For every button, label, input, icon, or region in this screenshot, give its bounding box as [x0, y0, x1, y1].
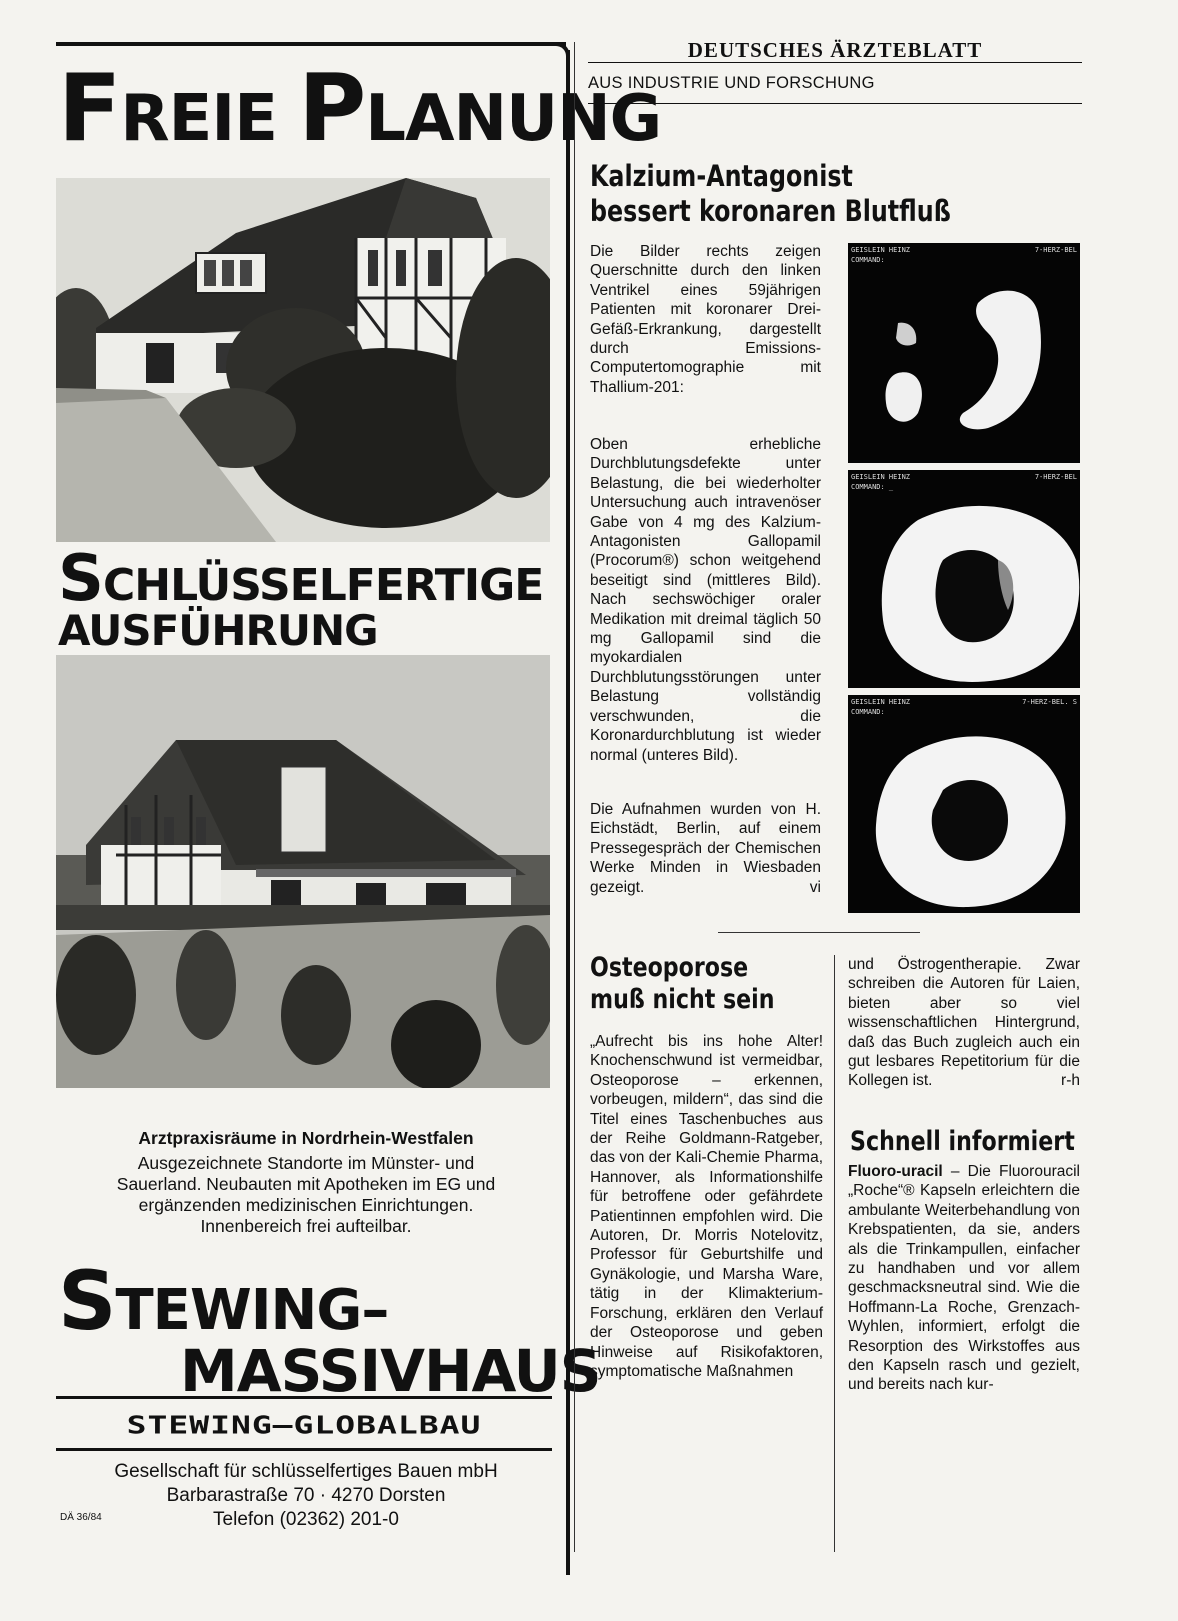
ad-divider-rule — [56, 1396, 552, 1399]
ad-caption-line: ergänzenden medizinischen Einrichtungen. — [138, 1195, 474, 1215]
article2-headline: Osteoporose — [590, 952, 749, 983]
ad-caption-line: Sauerland. Neubauten mit Apotheken im EG und — [116, 1174, 496, 1194]
ad-heading-text: LANUNG — [365, 82, 662, 156]
ect-scan-image-middle — [848, 470, 1080, 688]
ad-heading-initial: S — [58, 542, 103, 616]
masthead: DEUTSCHES ÄRZTEBLATT — [687, 38, 983, 62]
column-divider — [574, 42, 575, 1552]
ad-issue-code: DÄ 36/84 — [60, 1512, 102, 1523]
ad-caption-body — [56, 1153, 556, 1237]
ad-brand-massivhaus: MASSIVHAUS — [180, 1337, 601, 1405]
article1-signature: vi — [809, 878, 821, 896]
article2-paragraph: „Aufrecht bis ins hohe Alter! Knochenschwund ist vermeidbar, Osteoporose – erkennen, vorbeugen, mildern“, das sind die Titel eines Taschenbuches aus der Reihe Goldmann-Ratgeber, das von der Kali-Chemie Pharma, Hannover, als Informationshilfe für betroffene oder gefährdete Patientinnen empfohlen wird. Die Autoren, Dr. Morris Notelovitz, Professor für Geburtshilfe und Gynäkologie, und Marsha Ware, tätig in der Klimakterium-Forschung, erklären den Verlauf der Osteoporose und geben Hinweise auf Risikofaktoren, symptomatische Maßnahmen — [590, 1033, 823, 1380]
scan-label: GEISLEIN HEINZ — [851, 473, 911, 481]
article2-paragraph — [848, 955, 1080, 1091]
ad-heading-text: CHLÜSSELFERTIGE — [102, 560, 544, 611]
ad-address-phone: Telefon (02362) 201-0 — [213, 1509, 399, 1530]
scan-label: GEISLEIN HEINZ — [851, 698, 911, 706]
article3-headline: Schnell informiert — [850, 1126, 1075, 1157]
scan-command: COMMAND: — [851, 708, 885, 716]
ad-caption-line: Innenbereich frei aufteilbar. — [200, 1216, 412, 1236]
article3-text: – Die Fluorouracil „Roche“® Kapseln erleichtern die ambulante Weiterbehandlung von Krebspatienten, da sie, anders als die Trinkampullen, einfacher zu handhaben und vor allem geschmacksneutral sind. Wie die Hoffmann-La Roche, Grenzach-Wyhlen, informiert, erfolgt die Resorption des Wirkstoffes aus den Kapseln rasch und gezielt, und bereits nach kur- — [848, 1163, 1080, 1394]
article1-paragraph: Die Bilder rechts zeigen Querschnitte durch den linken Ventrikel eines 59jährigen Patienten mit koronarer Drei-Gefäß-Erkrankung, dargestellt durch Emissions-Computertomographie mit Thallium-201: — [590, 243, 821, 396]
ad-divider-rule — [56, 1448, 552, 1451]
ad-brand-stewing — [58, 1255, 389, 1349]
article2-signature: r-h — [1061, 1072, 1080, 1090]
ad-heading-initial: F — [58, 54, 121, 162]
ad-heading-initial: P — [298, 54, 366, 162]
ad-heading-freie-planung — [58, 54, 662, 162]
article1-paragraph — [590, 800, 821, 897]
ad-brand-text: TEWING– — [115, 1278, 389, 1343]
ad-brand-initial: S — [58, 1255, 116, 1349]
scan-label: 7-HERZ-BEL — [1034, 473, 1077, 481]
article3-lead: Fluoro-uracil — [848, 1163, 943, 1180]
scan-label: GEISLEIN HEINZ — [851, 246, 911, 254]
scan-command: COMMAND: — [851, 256, 885, 264]
ect-scan-image-top — [848, 243, 1080, 463]
inner-column-divider — [834, 955, 835, 1552]
masthead-rule — [588, 62, 1082, 63]
scan-command: COMMAND: _ — [851, 483, 894, 491]
article1-paragraph: Oben erhebliche Durchblutungsdefekte unter Belastung, die bei wiederholter Untersuchung auch intravenöser Gabe von 4 mg des Kalzium-Antagonisten Gallopamil (Procorum®) schon weitgehend beseitigt sind (mittleres Bild). Nach sechswöchiger oraler Medikation mit dreimal täglich 50 mg Gallopamil sind die myokardialen Durchblutungsstörungen unter Belastung vollständig verschwunden, die Koronardurchblutung ist wieder normal (unteres Bild). — [590, 436, 821, 764]
article3-paragraph — [848, 1162, 1080, 1395]
article-separator-rule — [718, 932, 920, 933]
section-title: AUS INDUSTRIE UND FORSCHUNG — [588, 74, 875, 92]
article2-headline: muß nicht sein — [590, 984, 775, 1015]
ad-caption-title: Arztpraxisräume in Nordrhein-Westfalen — [138, 1128, 474, 1148]
article1-headline: Kalzium-Antagonist — [590, 159, 853, 193]
house-photo-top — [56, 178, 550, 542]
scan-label: 7-HERZ-BEL — [1034, 246, 1077, 254]
scan-label: 7-HERZ-BEL. S — [1022, 698, 1077, 706]
ad-caption-line: Ausgezeichnete Standorte im Münster- und — [137, 1153, 475, 1173]
article2-text: und Östrogentherapie. Zwar schreiben die Autoren für Laien, bieten aber so viel wissenschaftlichen Hintergrund, daß das Buch zugleich auch ein gut lesbares Repetitorium für die Kollegen ist. — [848, 956, 1080, 1090]
article1-headline: bessert koronaren Blutfluß — [590, 194, 951, 228]
ad-address-company: Gesellschaft für schlüsselfertiges Bauen mbH — [114, 1461, 498, 1482]
article1-text: Die Aufnahmen wurden von H. Eichstädt, Berlin, auf einem Pressegespräch der Chemischen Werke Minden in Wiesbaden gezeigt. — [590, 801, 821, 896]
ad-heading-ausfuehrung: AUSFÜHRUNG — [58, 606, 378, 655]
ad-heading-schluesselfertige — [58, 542, 544, 616]
ad-address-street: Barbarastraße 70 · 4270 Dorsten — [166, 1485, 446, 1506]
ect-scan-image-bottom — [848, 695, 1080, 913]
section-rule — [588, 103, 1082, 104]
ad-globalbau-logo: STEWING–GLOBALBAU — [126, 1410, 482, 1440]
ad-heading-text: REIE — [120, 82, 277, 156]
house-photo-bottom — [56, 655, 550, 1088]
ad-frame-top-rule — [56, 42, 566, 46]
